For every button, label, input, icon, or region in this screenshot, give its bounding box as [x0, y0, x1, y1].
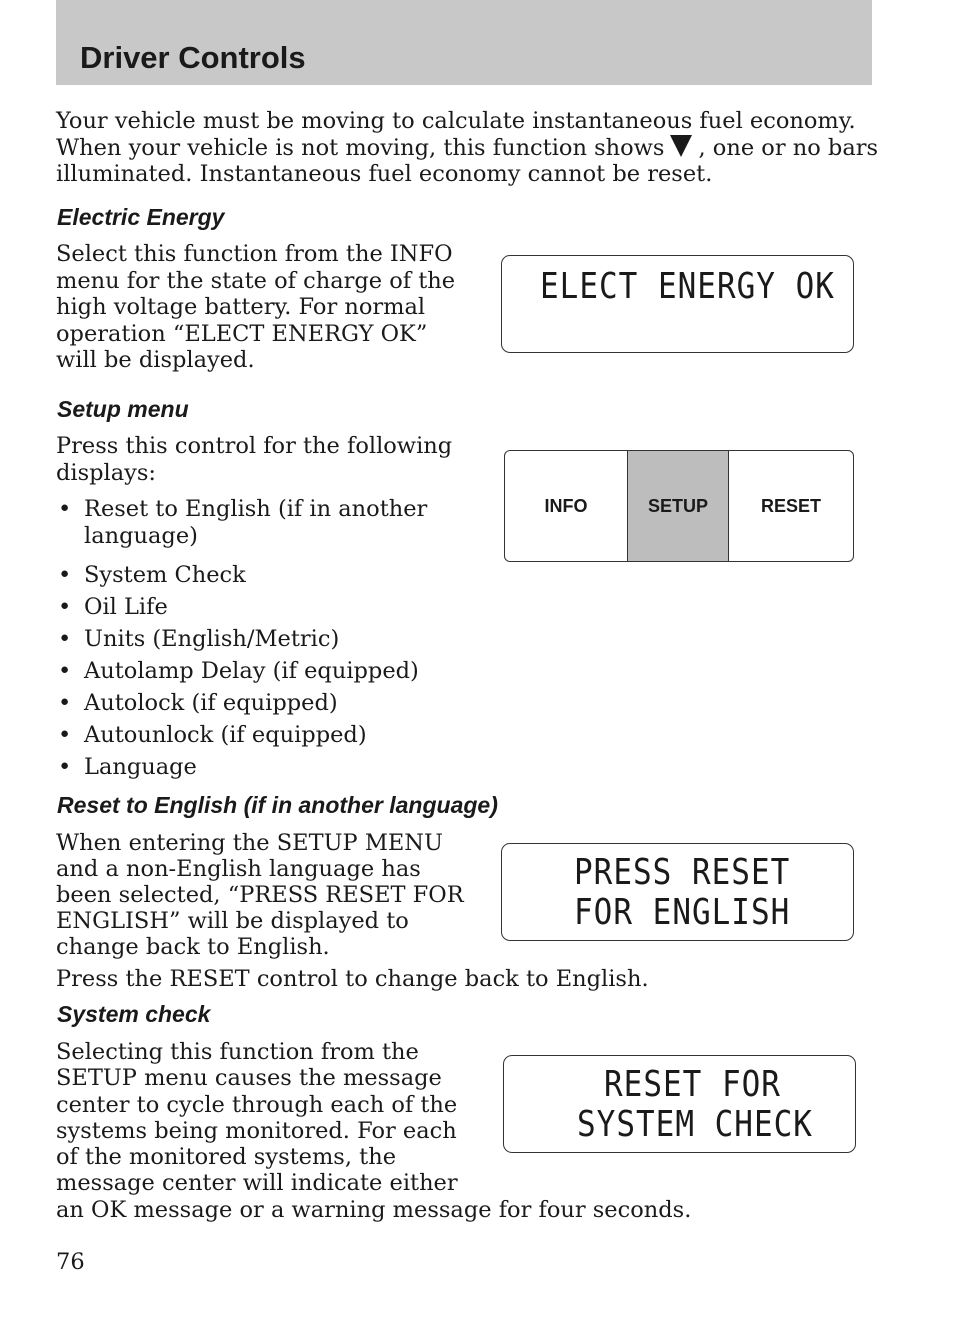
info-button[interactable]: INFO: [505, 451, 628, 561]
intro-line-part: , one or no bars: [698, 134, 879, 161]
text-line: displays:: [56, 459, 156, 486]
list-item: • System Check: [56, 559, 476, 591]
text-line: Selecting this function from the: [56, 1039, 419, 1065]
page-title: Driver Controls: [80, 40, 306, 75]
list-item: • Autolock (if equipped): [56, 687, 476, 719]
section-heading-reset-english: Reset to English (if in another language): [57, 792, 498, 818]
text-line: high voltage battery. For normal: [56, 294, 426, 320]
text-line: message center will indicate either: [56, 1170, 458, 1197]
reset-button[interactable]: RESET: [760, 495, 821, 516]
text-line: systems being monitored. For each: [56, 1117, 457, 1144]
list-item: • Autounlock (if equipped): [56, 719, 476, 751]
text-line: menu for the state of charge of the: [56, 267, 456, 294]
lcd-display-elect-energy: [501, 255, 854, 353]
text-line: change back to English.: [56, 934, 330, 960]
section-heading-electric-energy: Electric Energy: [57, 204, 225, 230]
reset-english-text: [56, 830, 496, 960]
text-line: an OK message or a warning message for four seconds.: [56, 1196, 692, 1223]
list-item: • Autolamp Delay (if equipped): [56, 655, 476, 687]
reset-english-after: Press the RESET control to change back to English.: [56, 966, 649, 992]
down-triangle-icon: [670, 135, 692, 157]
lcd-text-line: PRESS RESET: [574, 852, 791, 894]
section-heading-system-check: System check: [57, 1001, 211, 1027]
intro-line: [56, 135, 886, 162]
intro-line-part: When your vehicle is not moving, this function shows: [56, 134, 665, 161]
text-line: When entering the SETUP MENU: [56, 830, 443, 856]
text-line: of the monitored systems, the: [56, 1144, 397, 1171]
text-line: and a non-English language has: [56, 856, 421, 882]
setup-button[interactable]: SETUP: [628, 451, 729, 561]
text-line: Select this function from the INFO: [56, 241, 453, 267]
list-item: • Oil Life: [56, 591, 476, 623]
text-line: ENGLISH” will be displayed to: [56, 908, 409, 934]
text-line: been selected, “PRESS RESET FOR: [56, 882, 464, 908]
lcd-text-line: FOR ENGLISH: [574, 892, 791, 934]
list-item: • Units (English/Metric): [56, 623, 476, 655]
text-line: Press this control for the following: [56, 433, 453, 459]
setup-menu-intro: [56, 433, 476, 486]
lcd-text-line: ELECT ENERGY OK: [540, 266, 835, 308]
lcd-text-line: SYSTEM CHECK: [577, 1104, 813, 1146]
electric-energy-text: [56, 241, 476, 374]
lcd-display-system-check: [503, 1055, 856, 1153]
list-item-text: language): [84, 522, 198, 549]
lcd-text-line: RESET FOR: [604, 1064, 781, 1106]
section-heading-setup-menu: Setup menu: [57, 396, 189, 422]
list-item: [56, 496, 476, 549]
lcd-display-press-reset: [501, 843, 854, 941]
page-number: 76: [56, 1249, 85, 1275]
text-line: will be displayed.: [56, 347, 255, 373]
list-item: • Language: [56, 751, 476, 783]
text-line: center to cycle through each of the: [56, 1091, 458, 1118]
text-line: operation “ELECT ENERGY OK”: [56, 320, 428, 347]
setup-menu-items: [56, 559, 476, 783]
setup-menu-list: [56, 559, 476, 783]
intro-line: Your vehicle must be moving to calculate instantaneous fuel economy.: [56, 108, 856, 134]
control-button-panel: [504, 450, 854, 562]
intro-paragraph: [56, 108, 886, 188]
text-line: SETUP menu causes the message: [56, 1065, 442, 1092]
setup-menu-first-item: [56, 496, 476, 549]
list-item-text: Reset to English (if in another: [84, 496, 428, 522]
intro-line: illuminated. Instantaneous fuel economy cannot be reset.: [56, 161, 713, 187]
setup-menu-list: [56, 496, 476, 549]
